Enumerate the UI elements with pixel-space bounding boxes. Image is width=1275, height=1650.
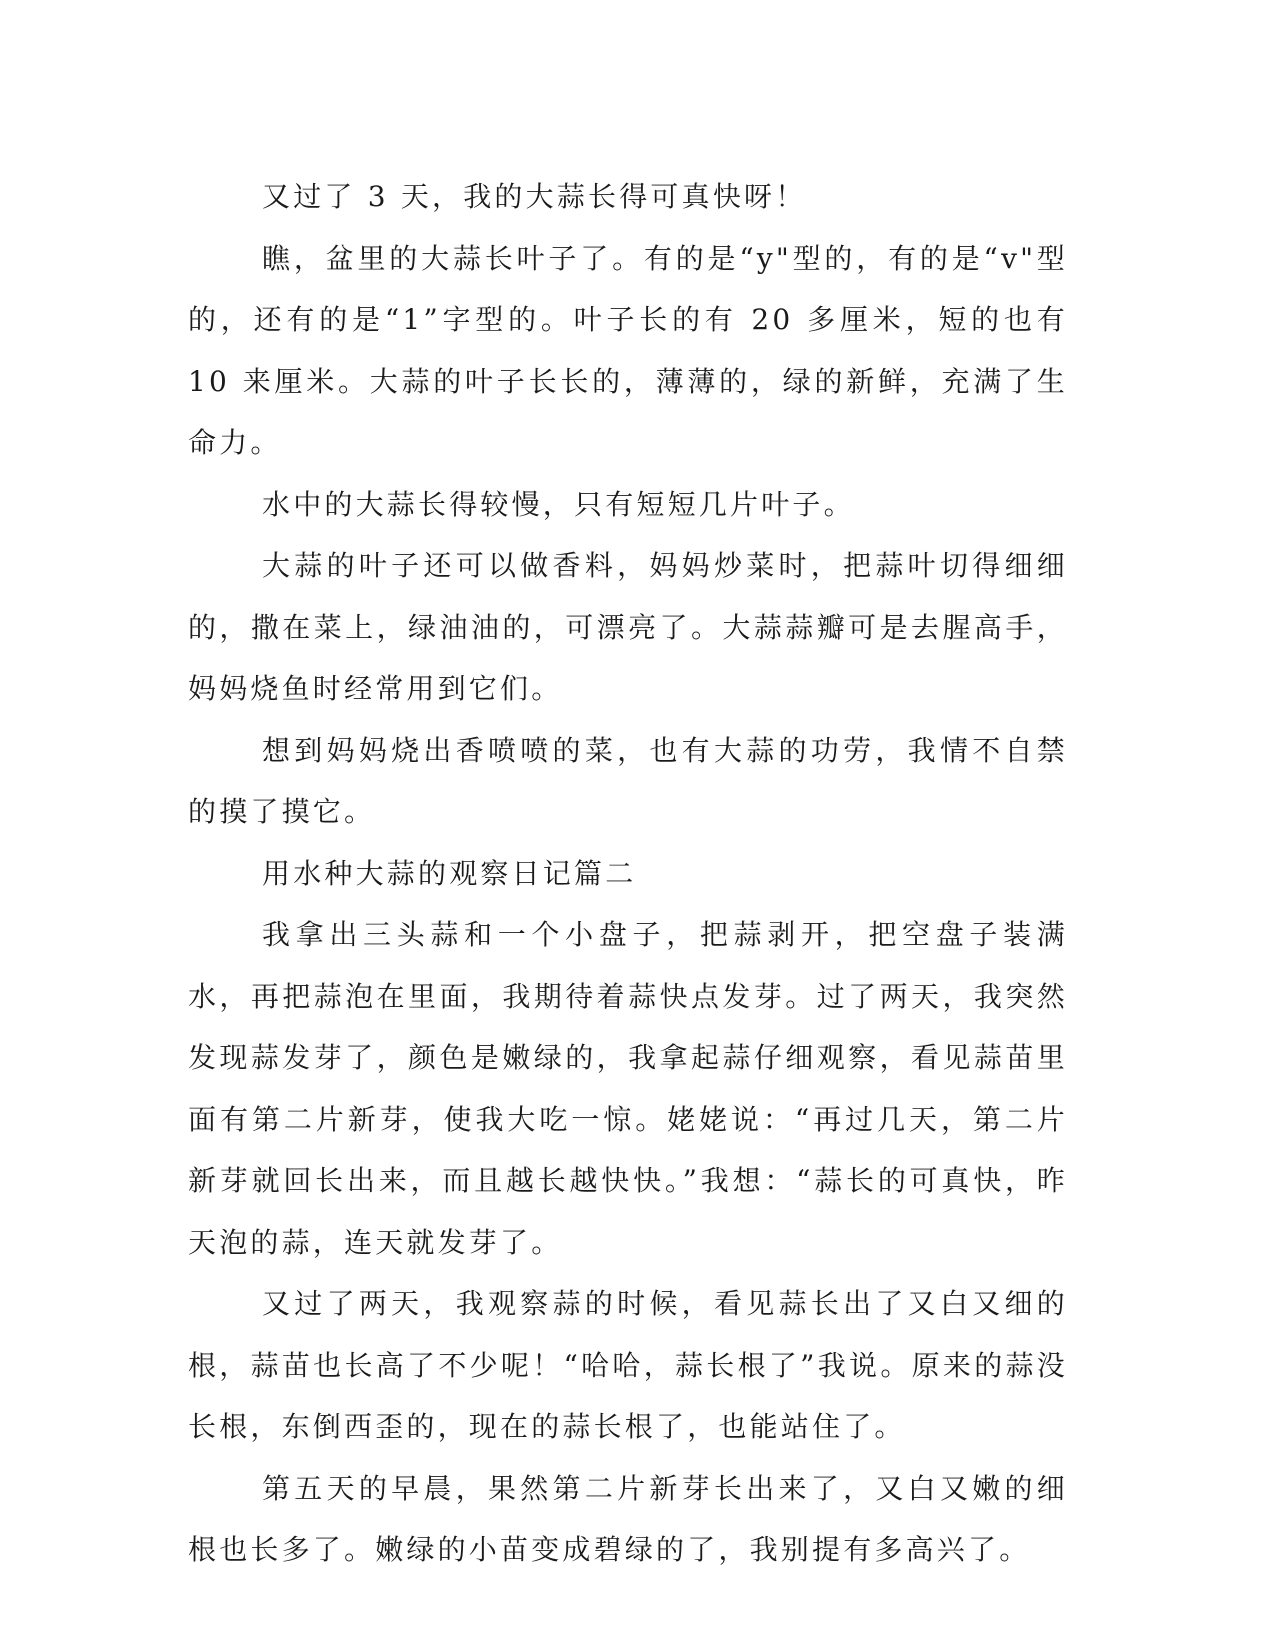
paragraph-3: 水中的大蒜长得较慢，只有短短几片叶子。 [262,487,855,521]
paragraph-5: 想到妈妈烧出香喷喷的菜，也有大蒜的功劳，我情不自禁的摸了摸它。 [188,733,1068,828]
paragraph-4: 大蒜的叶子还可以做香料，妈妈炒菜时，把蒜叶切得细细的，撒在菜上，绿油油的，可漂亮了。大蒜蒜瓣可是去腥高手，妈妈烧鱼时经常用到它们。 [188,549,1068,705]
paragraph-6: 我拿出三头蒜和一个小盘子，把蒜剥开，把空盘子装满水，再把蒜泡在里面，我期待着蒜快点发芽。过了两天，我突然发现蒜发芽了，颜色是嫩绿的，我拿起蒜仔细观察，看见蒜苗里面有第二片新芽，使我大吃一惊。姥姥说：“再过几天，第二片新芽就回长出来，而且越长越快快。”我想：“蒜长的可真快，昨天泡的蒜，连天就发芽了。 [188,918,1068,1259]
paragraph-7: 又过了两天，我观察蒜的时候，看见蒜长出了又白又细的根，蒜苗也长高了不少呢！“哈哈，蒜长根了”我说。原来的蒜没长根，东倒西歪的，现在的蒜长根了，也能站住了。 [188,1287,1068,1443]
paragraph-2: 瞧，盆里的大蒜长叶子了。有的是“y"型的，有的是“v"型的，还有的是“1”字型的。叶子长的有 20 多厘米，短的也有 10 来厘米。大蒜的叶子长长的，薄薄的，绿的新鲜，充满了生命力。 [188,241,1068,459]
paragraph-1: 又过了 3 天，我的大蒜长得可真快呀！ [262,180,807,213]
section-title: 用水种大蒜的观察日记篇二 [262,856,637,890]
paragraph-8: 第五天的早晨，果然第二片新芽长出来了，又白又嫩的细根也长多了。嫩绿的小苗变成碧绿的了，我别提有多高兴了。 [188,1471,1068,1566]
document-body [188,166,1068,1581]
